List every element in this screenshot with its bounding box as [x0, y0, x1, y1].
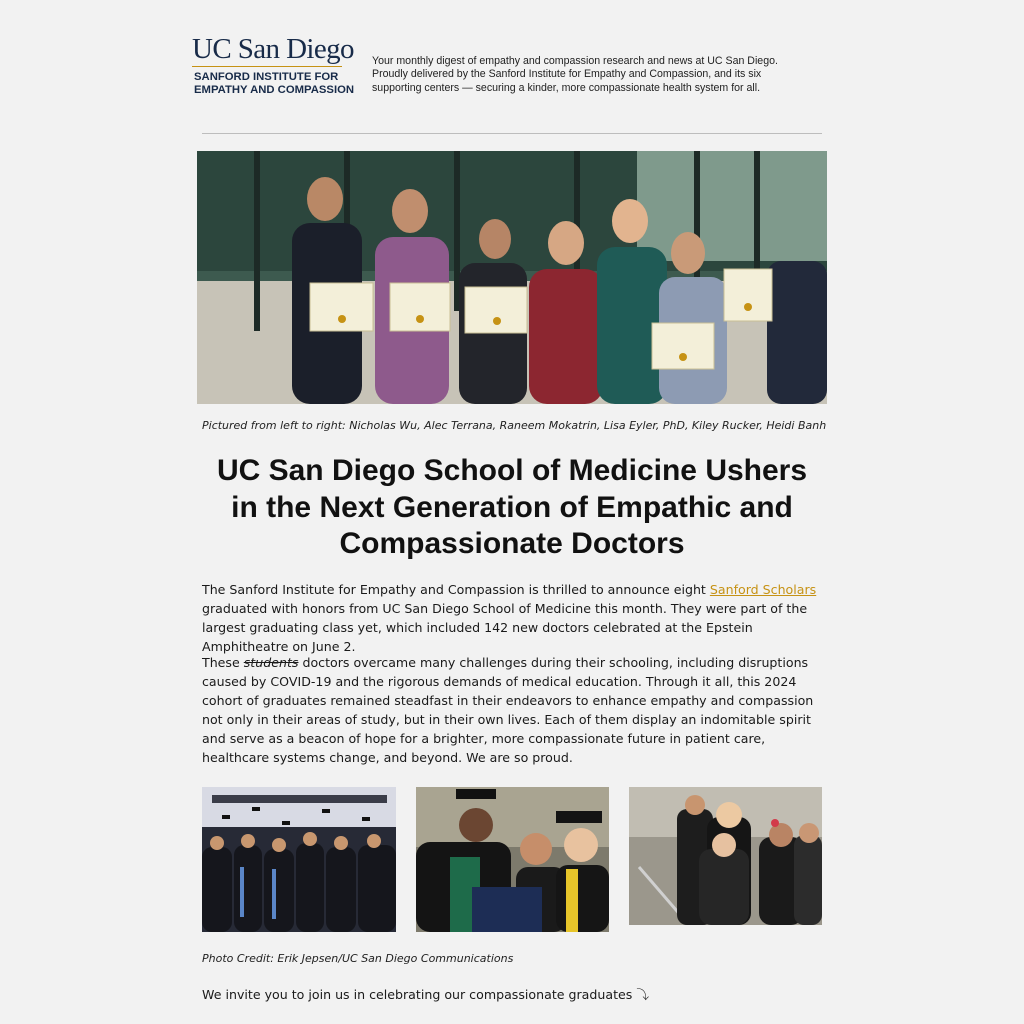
header-divider	[202, 133, 822, 134]
logo-subtitle-line2: EMPATHY AND COMPASSION	[194, 84, 355, 96]
paragraph-1-text-end: graduated with honors from UC San Diego School of Medicine this month. They were part of the largest graduating class yet, which included 142 new doctors celebrated at the Epstein Amphitheatre on June 2.	[202, 601, 808, 654]
article-paragraph-1	[202, 580, 824, 656]
article-headline: UC San Diego School of Medicine Ushers in the Next Generation of Empathic and Compassionate Doctors	[216, 454, 808, 560]
logo-wordmark: UC San Diego	[192, 33, 354, 65]
article-paragraph-2	[202, 653, 824, 767]
graduation-photo-caps-toss	[202, 787, 396, 932]
logo-subtitle-line1: SANFORD INSTITUTE FOR	[194, 71, 339, 83]
paragraph-2-text-end: doctors overcame many challenges during their schooling, including disruptions caused by COVID-19 and the rigorous demands of medical education. Through it all, this 2024 cohort of graduates remained steadfast in their endeavors to enhance empathy and compassion not only in their areas of study, but in their own lives. Each of them display an indomitable spirit and serve as a beacon of hope for a brighter, more compassionate future in patient care, healthcare systems change, and beyond. We are so proud.	[202, 655, 814, 765]
hero-group-photo	[197, 151, 827, 404]
struck-word: students	[243, 655, 299, 670]
graduation-photo-heart-hands	[629, 787, 822, 925]
photo-credit: Photo Credit: Erik Jepsen/UC San Diego Communications	[202, 952, 514, 965]
paragraph-1-text-start: The Sanford Institute for Empathy and Compassion is thrilled to announce eight	[202, 582, 710, 597]
newsletter-tagline: Your monthly digest of empathy and compassion research and news at UC San Diego. Proudly delivered by the Sanford Institute for Empathy and Compassion, and its six supporting centers — securing a kinder, more compassionate health system for all.	[372, 55, 778, 94]
logo-rule	[192, 66, 342, 67]
hero-photo-caption: Pictured from left to right: Nicholas Wu, Alec Terrana, Raneem Mokatrin, Lisa Eyler, PhD, Kiley Rucker, Heidi Banh	[202, 419, 827, 432]
graduation-photo-diploma	[416, 787, 609, 932]
paragraph-2-text-start: These	[202, 655, 244, 670]
ucsd-sanford-logo[interactable]	[192, 34, 357, 97]
closing-invitation: We invite you to join us in celebrating our compassionate graduates ⤵	[202, 987, 649, 1002]
sanford-scholars-link[interactable]: Sanford Scholars	[709, 582, 817, 597]
